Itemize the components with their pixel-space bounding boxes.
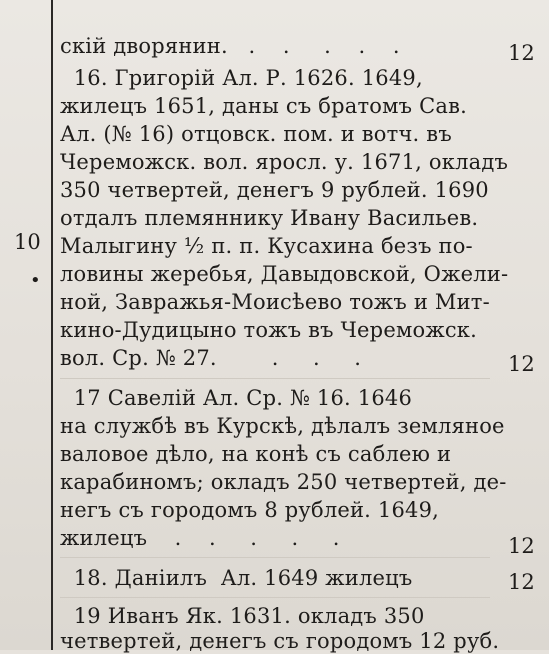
text-line: 16. Григорій Ал. Р. 1626. 1649, (60, 66, 423, 90)
text-line: карабиномъ; окладъ 250 четвертей, де- (60, 470, 507, 494)
text-line: Череможск. вол. яросл. у. 1671, окладъ (60, 150, 509, 174)
page-number-marker: 12 (508, 41, 535, 65)
text-line: кино-Дудицыно тожъ въ Череможск. (60, 318, 478, 342)
text-line: валовое дѣло, на конѣ съ саблею и (60, 442, 452, 466)
text-line: ной, Завражья-Моисѣево тожъ и Мит- (60, 290, 490, 314)
section-separator (60, 557, 490, 558)
section-separator (60, 597, 490, 598)
margin-number: 10 (14, 230, 41, 254)
text-line: 350 четвертей, денегъ 9 рублей. 1690 (60, 178, 489, 202)
text-line: 17 Савелій Ал. Ср. № 16. 1646 (60, 386, 413, 410)
column-rule (51, 0, 53, 650)
margin-dot: • (30, 270, 41, 291)
page-number-marker: 12 (508, 352, 535, 376)
text-line: вол. Ср. № 27. . . . (60, 346, 362, 370)
text-line: жилецъ . . . . . (60, 526, 340, 550)
page-number-marker: 12 (508, 570, 535, 594)
text-line: Ал. (№ 16) отцовск. пом. и вотч. въ (60, 122, 452, 146)
text-line: на службѣ въ Курскѣ, дѣлалъ земляное (60, 414, 505, 438)
text-line: 18. Даніилъ Ал. 1649 жилецъ (60, 566, 413, 590)
text-line: четвертей, денегъ съ городомъ 12 руб. (60, 629, 500, 653)
text-line: отдалъ племяннику Ивану Васильев. (60, 206, 479, 230)
text-line: скій дворянин. . . . . . (60, 34, 400, 58)
text-line: негъ съ городомъ 8 рублей. 1649, (60, 498, 440, 522)
text-line: жилецъ 1651, даны съ братомъ Сав. (60, 94, 467, 118)
text-line: 19 Иванъ Як. 1631. окладъ 350 (60, 604, 425, 628)
page-number-marker: 12 (508, 534, 535, 558)
text-line: Малыгину ½ п. п. Кусахина безъ по- (60, 234, 473, 258)
text-line: ловины жеребья, Давыдовской, Ожели- (60, 262, 509, 286)
section-separator (60, 378, 490, 379)
